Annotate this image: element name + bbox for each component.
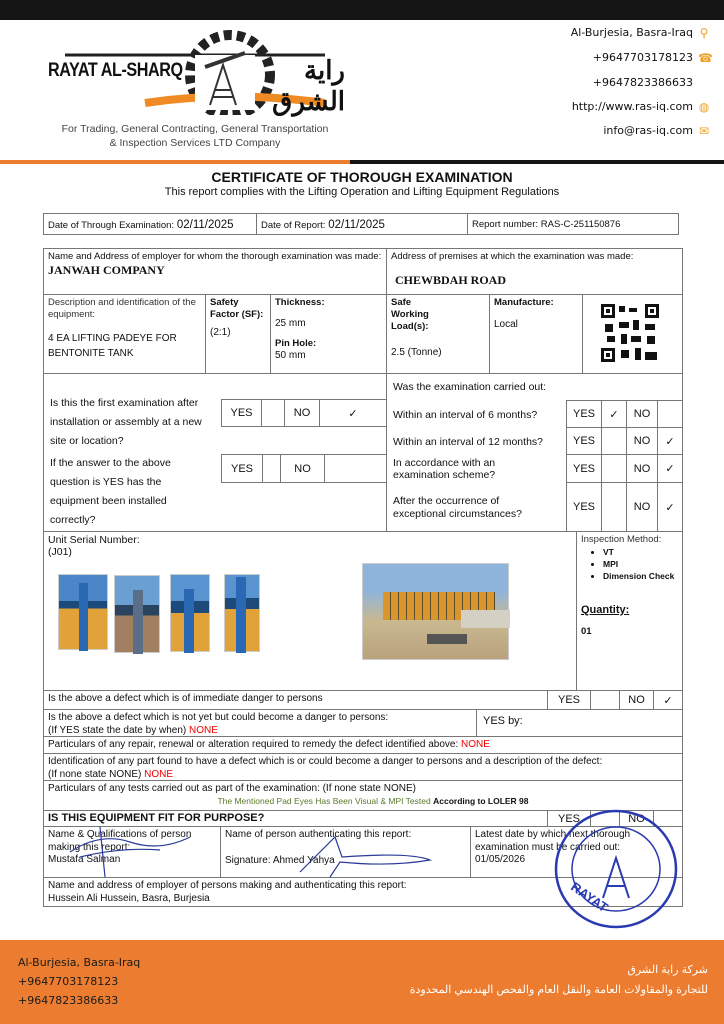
r1-no-label: NO	[626, 400, 658, 428]
padeye-photo[interactable]	[114, 575, 160, 653]
r4-yes-label: YES	[566, 482, 602, 532]
tests-standard: According to LOLER 98	[433, 795, 529, 806]
contact-text: Al-Burjesia, Basra-Iraq	[570, 26, 693, 39]
tagline-line: For Trading, General Contracting, General Transportation	[61, 123, 329, 135]
carried-out-heading: Was the examination carried out:	[393, 381, 547, 393]
company-logo	[45, 25, 345, 115]
divider-orange	[0, 160, 350, 164]
r2-no-label: NO	[626, 427, 658, 455]
r4-yes-checkbox[interactable]	[601, 482, 627, 532]
fit-for-purpose-question: IS THIS EQUIPMENT FIT FOR PURPOSE?	[48, 812, 265, 824]
pin-hole: 50 mm	[275, 350, 306, 362]
label: Inspection Method:	[581, 534, 662, 545]
immediate-yes-label: YES	[547, 690, 591, 710]
q1-no-label: NO	[284, 399, 320, 427]
employer-cell	[43, 248, 387, 295]
tagline	[40, 122, 350, 150]
yes-by-label: YES by:	[483, 715, 523, 727]
company-stamp	[553, 808, 679, 930]
potential-danger-cell	[43, 709, 477, 737]
defect-identification-value: NONE	[144, 768, 174, 780]
phone-icon: ☎	[698, 50, 713, 65]
r1-yes-checkbox[interactable]: ✓	[601, 400, 627, 428]
qr-cell	[582, 294, 683, 374]
yes-by-cell	[476, 709, 683, 737]
report-date: 02/11/2025	[328, 219, 385, 231]
label: Date of Report:	[261, 220, 326, 231]
label: Pin Hole:	[275, 338, 317, 350]
label: Quantity:	[581, 603, 630, 616]
tank-site-photo[interactable]	[362, 563, 509, 660]
question-immediate-danger: Is the above a defect which is of immediate danger to persons	[48, 693, 323, 704]
premises-cell	[386, 248, 683, 295]
label: Report number:	[472, 219, 539, 230]
label: Manufacture:	[494, 297, 554, 308]
label: Safe Working Load(s):	[391, 297, 429, 332]
envelope-icon: ✉	[698, 123, 710, 138]
footer-address: Al-Burjesia, Basra-Iraq	[18, 956, 141, 969]
contact-website[interactable]	[572, 100, 710, 113]
immediate-no-checkbox[interactable]: ✓	[653, 690, 683, 710]
location-pin-icon: ⚲	[699, 25, 709, 40]
brand-name: RAYAT AL-SHARQ	[48, 60, 183, 81]
maker-name: Mustafa Salman	[48, 854, 121, 865]
label: Unit Serial Number:	[48, 534, 140, 546]
contact-text: +9647823386633	[592, 76, 693, 89]
r4-no-checkbox[interactable]: ✓	[657, 482, 683, 532]
footer-phone[interactable]: +9647703178123	[18, 975, 119, 988]
inspection-method-cell	[576, 531, 683, 691]
contact-phone[interactable]	[592, 50, 713, 65]
label: Date of Through Examination:	[48, 220, 175, 231]
next-exam-date: 01/05/2026	[475, 854, 526, 865]
svg-text:RAYAT: RAYAT	[568, 878, 611, 916]
r2-yes-label: YES	[566, 427, 602, 455]
question-exceptional: After the occurrence of exceptional circumstances?	[393, 495, 522, 520]
label: Name of person authenticating this report:	[225, 829, 412, 840]
question-installed-correctly: If the answer to the above question is YES has the equipment been installed correctly?	[50, 457, 171, 526]
tagline-line: & Inspection Services LTD Company	[109, 137, 281, 149]
tests-value: The Mentioned Pad Eyes Has Been Visual & MPI Tested	[217, 795, 431, 806]
r3-no-checkbox[interactable]: ✓	[657, 454, 683, 483]
footer-arabic-tagline: للتجارة والمقاولات العامة والنقل العام والفحص الهندسي المحدودة	[409, 984, 708, 996]
footer-phone-2[interactable]: +9647823386633	[18, 994, 119, 1007]
padeye-photo[interactable]	[224, 574, 260, 652]
repair-value: NONE	[461, 739, 490, 750]
thickness-cell	[270, 294, 387, 374]
page-title: CERTIFICATE OF THOROUGH EXAMINATION	[211, 169, 513, 185]
r3-yes-checkbox[interactable]	[601, 454, 627, 483]
q2-no-checkbox[interactable]	[324, 454, 387, 483]
r1-no-checkbox[interactable]	[657, 400, 683, 428]
installation-questions-cell	[43, 373, 387, 532]
footer	[0, 940, 724, 1024]
question-6-months: Within an interval of 6 months?	[393, 409, 538, 421]
employer-name: JANWAH COMPANY	[48, 262, 165, 277]
report-number-cell	[467, 213, 679, 235]
r1-yes-label: YES	[566, 400, 602, 428]
label: (If none state NONE)	[48, 768, 142, 780]
qr-code-icon[interactable]	[601, 304, 659, 362]
method-item: • Dimension Check	[603, 570, 678, 582]
inspection-methods-list	[581, 546, 678, 582]
swl-cell	[386, 294, 490, 374]
authenticator-signature: Signature: Ahmed Yahya	[225, 854, 335, 866]
potential-danger-value: NONE	[189, 724, 218, 736]
label: Address of premises at which the examination was made:	[391, 251, 634, 262]
label: Name and address of employer of persons making and authenticating this report:	[48, 880, 407, 891]
q1-yes-checkbox[interactable]	[261, 399, 285, 427]
label: Latest date by which next thorough examination must be carried out:	[475, 829, 631, 853]
report-date-cell	[256, 213, 468, 235]
footer-arabic-name: شركة راية الشرق	[627, 964, 708, 976]
contact-phone-2[interactable]	[593, 76, 693, 89]
top-bar	[0, 0, 724, 20]
r3-no-label: NO	[626, 454, 658, 483]
defect-identification-cell	[43, 753, 683, 781]
label: Name and Address of employer for whom the thorough examination was made:	[48, 251, 382, 262]
thickness: 25 mm	[275, 317, 306, 329]
manufacture: Local	[494, 318, 518, 330]
r4-no-label: NO	[626, 482, 658, 532]
tests-cell	[43, 780, 683, 811]
signature-mustafa	[60, 822, 210, 882]
label: Identification of any part found to have a defect which is or could become a danger to persons and a description of the defect:	[48, 756, 603, 767]
label: Particulars of any tests carried out as part of the examination: (If none state NONE)	[48, 783, 416, 794]
method-item: • MPI	[603, 558, 678, 570]
question-12-months: Within an interval of 12 months?	[393, 436, 543, 448]
page-subtitle: This report complies with the Lifting Operation and Lifting Equipment Regulations	[164, 186, 560, 198]
padeye-photo[interactable]	[170, 574, 210, 652]
r2-yes-checkbox[interactable]	[601, 427, 627, 455]
signature-ahmed	[290, 832, 440, 882]
unit-serial-number: (J01)	[48, 546, 72, 558]
q1-yes-label: YES	[221, 399, 262, 427]
exam-date-cell	[43, 213, 257, 235]
question-potential-danger: Is the above a defect which is not yet but could become a danger to persons:	[48, 712, 389, 723]
r2-no-checkbox[interactable]: ✓	[657, 427, 683, 455]
immediate-danger-cell	[43, 690, 548, 710]
immediate-no-label: NO	[619, 690, 654, 710]
quantity: 01	[581, 625, 592, 637]
contact-address	[571, 26, 710, 39]
question-exam-scheme: In accordance with an examination scheme?	[393, 457, 496, 481]
question-first-exam: Is this the first examination after installation or assembly at a new site or location?	[50, 397, 202, 447]
method-item: • VT	[603, 546, 678, 558]
safety-factor-cell	[205, 294, 271, 374]
label: (If YES state the date by when)	[48, 724, 187, 736]
q2-no-label: NO	[280, 454, 325, 483]
q1-no-checkbox[interactable]: ✓	[319, 399, 387, 427]
divider-black	[350, 160, 724, 164]
premises-address: CHEWBDAH ROAD	[395, 272, 507, 287]
equipment-desc-cell	[43, 294, 206, 374]
contact-text: info@ras-iq.com	[603, 124, 693, 137]
immediate-yes-checkbox[interactable]	[590, 690, 620, 710]
r3-yes-label: YES	[566, 454, 602, 483]
q2-yes-label: YES	[221, 454, 263, 483]
equipment-description: 4 EA LIFTING PADEYE FOR BENTONITE TANK	[48, 332, 177, 359]
brand-name-arabic: راية الشرق	[272, 55, 345, 116]
globe-icon: ◍	[698, 99, 710, 114]
label: Description and identification of the equipment:	[48, 297, 196, 320]
safety-factor: (2:1)	[210, 326, 231, 338]
employer-of-persons: Hussein Ali Hussein, Basra, Burjesia	[48, 892, 210, 904]
label: Name & Qualifications of person making this report:	[48, 829, 192, 853]
exam-date: 02/11/2025	[176, 219, 234, 231]
label: Particulars of any repair, renewal or alteration required to remedy the defect identified above:	[48, 739, 459, 750]
fit-yes-label: YES	[547, 810, 591, 827]
contact-text: http://www.ras-iq.com	[571, 100, 693, 113]
contact-text: +9647703178123	[592, 51, 693, 64]
repair-cell	[43, 736, 683, 754]
q2-yes-checkbox[interactable]	[262, 454, 281, 483]
contact-email[interactable]	[603, 124, 710, 137]
manufacture-cell	[489, 294, 583, 374]
label: Safety Factor (SF):	[210, 297, 264, 320]
padeye-photo[interactable]	[58, 574, 108, 650]
report-number: RAS-C-251150876	[540, 219, 621, 230]
fit-no-label: NO	[619, 810, 654, 827]
safe-working-load: 2.5 (Tonne)	[391, 346, 442, 358]
label: Thickness:	[275, 297, 325, 308]
